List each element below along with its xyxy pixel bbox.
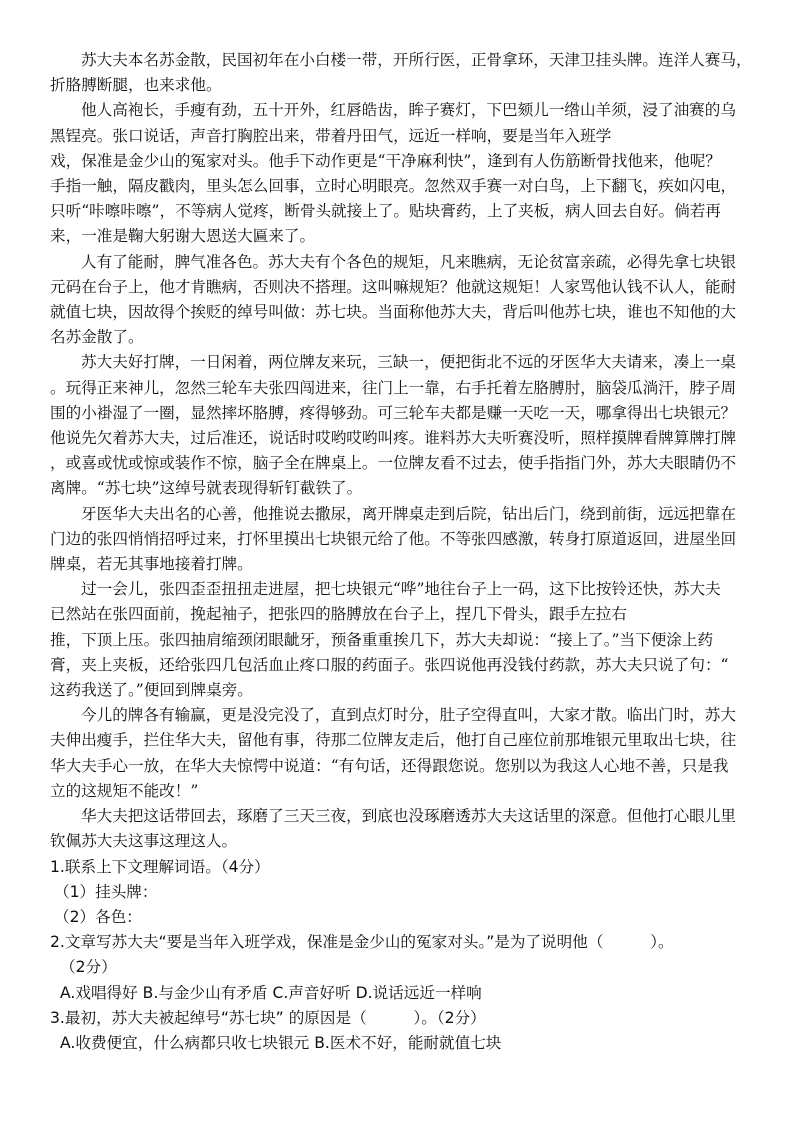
passage-line: 苏大夫好打牌，一日闲着，两位牌友来玩，三缺一，便把街北不远的牙医华大夫请来，凑上一桌: [81, 353, 736, 372]
question-1-stem: 1.联系上下文理解词语。（4分）: [50, 857, 270, 876]
passage-line: 他说先欠着苏大夫，过后准还，说话时哎哟哎哟叫疼。谁料苏大夫听赛没听，照样摸牌看牌算牌打牌: [50, 429, 737, 448]
question-3: [50, 1006, 762, 1056]
passage-line: 只听“咔嚓咔嚓”，不等病人觉疼，断骨头就接上了。贴块膏药，上了夹板，病人回去自好。倘若再: [50, 202, 721, 221]
passage-paragraph: [50, 577, 762, 703]
passage-line: 人有了能耐，脾气准各色。苏大夫有个各色的规矩，凡来瞧病，无论贫富亲疏，必得先拿七块银: [81, 252, 736, 271]
passage-line: 名苏金散了。: [50, 328, 144, 347]
passage-paragraph: [50, 250, 762, 351]
question-3-options: A.收费便宜，什么病都只收七块银元 B.医术不好，能耐就值七块: [60, 1033, 502, 1052]
passage-line: 黑锃亮。张口说话，声音打胸腔出来，带着丹田气，远近一样响，要是当年入班学: [50, 126, 612, 145]
passage-line: 苏大夫本名苏金散，民国初年在小白楼一带，开所行医，正骨拿环，天津卫挂头牌。连洋人赛马，: [81, 51, 752, 69]
passage-line: 华大夫把这话带回去，琢磨了三天三夜，到底也没琢磨透苏大夫这话里的深意。但他打心眼儿里: [81, 807, 736, 826]
passage-paragraph: [50, 48, 762, 98]
passage-line: 牌桌，若无其事地接着打牌。: [50, 555, 253, 574]
passage-line: 门边的张四悄悄招呼过来，打怀里摸出七块银元给了他。不等张四感激，转身打原道返回，进屋坐回: [50, 529, 737, 548]
question-1-item-1: （1）挂头牌：: [54, 882, 158, 901]
passage-line: 手指一触，隔皮戳肉，里头怎么回事，立时心明眼亮。忽然双手赛一对白鸟，上下翻飞，疾如闪电，: [50, 177, 737, 196]
passage-line: 牙医华大夫出名的心善，他推说去撒尿，离开牌桌走到后院，钻出后门，绕到前街，远远把靠在: [81, 504, 736, 523]
passage-line: 。玩得正来神儿，忽然三轮车夫张四闯进来，往门上一靠，右手托着左胳膊肘，脑袋瓜淌汗，脖子周: [50, 378, 737, 397]
passage-line: 夫伸出瘦手，拦住华大夫，留他有事，待那二位牌友走后，他打自己座位前那堆银元里取出七块，往: [50, 731, 737, 750]
passage-line: ，或喜或忧或惊或装作不惊，脑子全在牌桌上。一位牌友看不过去，使手指指门外，苏大夫眼睛仍不: [50, 454, 737, 473]
question-3-stem: 3.最初，苏大夫被起绰号“苏七块” 的原因是（ ）。（2分）: [50, 1008, 486, 1027]
passage-line: 膏，夹上夹板，还给张四几包活血止疼口服的药面子。张四说他再没钱付药款，苏大夫只说了句：“: [50, 655, 729, 674]
passage-line: 已然站在张四面前，挽起袖子，把张四的胳膊放在台子上，捏几下骨头，跟手左拉右: [50, 605, 627, 624]
passage-line: 离牌。“苏七块”这绰号就表现得斩钉截铁了。: [50, 479, 363, 498]
passage-paragraph: [50, 350, 762, 501]
question-2-score: （2分）: [60, 958, 117, 977]
passage-line: 就值七块，因故得个挨贬的绰号叫做：苏七块。当面称他苏大夫，背后叫他苏七块，谁也不知他的大: [50, 303, 737, 322]
question-section: [50, 855, 762, 1057]
passage-paragraph: [50, 502, 762, 578]
passage-line: 推，下顶上压。张四抽肩缩颈闭眼龇牙，预备重重挨几下，苏大夫却说：“接上了。”当下便涂上药: [50, 630, 714, 649]
passage-paragraph: [50, 98, 762, 249]
passage-paragraph: [50, 804, 762, 854]
passage-line: 过一会儿，张四歪歪扭扭走进屋，把七块银元“哗”地往台子上一码，这下比按铃还快，苏大夫: [81, 580, 721, 599]
passage-line: 钦佩苏大夫这事这理这人。: [50, 832, 238, 851]
reading-passage: [50, 48, 762, 855]
question-2-options: A.戏唱得好 B.与金少山有矛盾 C.声音好听 D.说话远近一样响: [60, 983, 482, 1002]
passage-line: 华大夫手心一放，在华大夫惊愕中说道：“有句话，还得跟您说。您别以为我这人心地不善，只是我: [50, 756, 729, 775]
question-1: [50, 855, 762, 931]
question-1-item-2: （2）各色：: [54, 907, 142, 926]
passage-line: 他人高袍长，手瘦有劲，五十开外，红唇皓齿，眸子赛灯，下巴颏儿一绺山羊须，浸了油赛的乌: [81, 101, 736, 120]
question-2-stem: 2.文章写苏大夫“要是当年入班学戏，保准是金少山的冤家对头。”是为了说明他（ ）。: [50, 933, 674, 952]
passage-line: 戏，保准是金少山的冤家对头。他手下动作更是“干净麻利快”，逢到有人伤筋断骨找他来，他呢？: [50, 151, 721, 170]
passage-line: 这药我送了。”便回到牌桌旁。: [50, 681, 253, 700]
question-2: [50, 930, 762, 1006]
document-page: [50, 48, 762, 1056]
passage-line: 立的这规矩不能改！”: [50, 781, 199, 800]
passage-line: 今儿的牌各有输赢，更是没完没了，直到点灯时分，肚子空得直叫，大家才散。临出门时，苏大: [81, 706, 736, 725]
passage-paragraph: [50, 703, 762, 804]
passage-line: 来，一准是鞠大躬谢大恩送大匾来了。: [50, 227, 316, 246]
passage-line: 折胳膊断腿，也来求他。: [50, 76, 222, 95]
passage-line: 围的小褂湿了一圈，显然摔坏胳膊，疼得够劲。可三轮车夫都是赚一天吃一天，哪拿得出七块银元？: [50, 403, 737, 422]
passage-line: 元码在台子上，他才肯瞧病，否则决不搭理。这叫嘛规矩？他就这规矩！人家骂他认钱不认人，能耐: [50, 277, 737, 296]
